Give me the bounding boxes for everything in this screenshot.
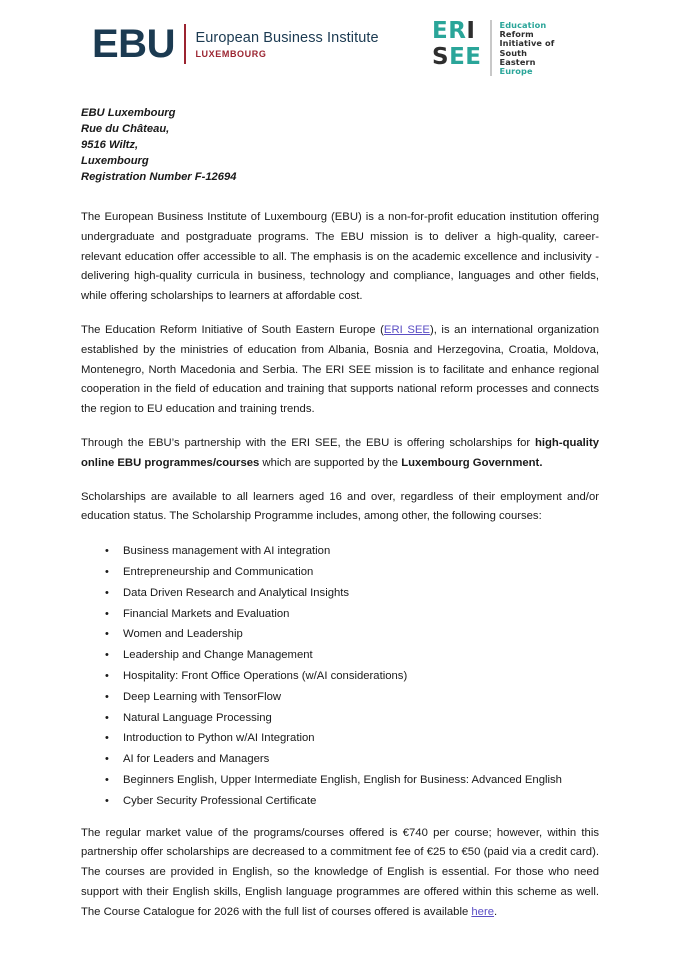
pricing-text-before: The regular market value of the programs/courses offered is €740 per course; however, within this partnership offer scholarships are decreased to a commitment fee of €25 to €50 (paid via a credit card). The courses are provided in English, so the knowledge of English is essential. For those who need support with their English skills, English language programmes are offered within this scheme as well. The Course Catalogue for 2026 with the full list of courses offered is available — [81, 826, 599, 918]
partnership-text-1: Through the EBU’s partnership with the ERI SEE, the EBU is offering scholarships for — [81, 436, 535, 449]
erisee-tagline-line-1: Education — [499, 20, 547, 30]
address-line-registration: Registration Number F-12694 — [81, 171, 237, 183]
list-item: • AI for Leaders and Managers — [81, 749, 599, 770]
ebu-logo-text — [195, 24, 378, 64]
paragraph-pricing — [81, 824, 599, 923]
erisee-tagline-line-6: Europe — [499, 66, 533, 77]
erisee-tagline-line-5: Eastern — [499, 56, 536, 67]
erisee-tagline — [500, 20, 555, 76]
erisee-tagline-line-4: South — [499, 47, 528, 58]
erisee-eri-i: I — [466, 18, 476, 44]
paragraph-partnership — [81, 434, 599, 474]
erisee-link[interactable]: ERI SEE — [383, 323, 430, 336]
erisee-wordmark-line2 — [432, 46, 482, 69]
course-catalogue-link[interactable]: here — [471, 905, 495, 918]
pricing-text-after: . — [494, 905, 498, 918]
course-list — [81, 541, 599, 811]
paragraph-about-ebu: The European Business Institute of Luxembourg (EBU) is a non-for-profit education institution offering undergraduate and postgraduate programs. The EBU mission is to deliver a high-quality, career-relevant education offer accessible to all. The emphasis is on the academic excellence and inclusivity - delivering high-quality curricula in business, technology and compliance, languages and other fields, while offering scholarships to learners at affordable cost. — [81, 211, 599, 303]
erisee-tagline-line-2: Reform — [499, 29, 534, 40]
letterhead — [0, 0, 679, 90]
ebu-location-label: LUXEMBOURG — [195, 49, 267, 59]
address-line-organisation: EBU Luxembourg — [81, 107, 176, 119]
paragraph-eligibility: Scholarships are available to all learners aged 16 and over, regardless of their employment and/or education status. The Scholarship Programme includes, among other, the following courses: — [81, 490, 599, 523]
list-item: • Business management with AI integration — [81, 541, 599, 562]
list-item: • Deep Learning with TensorFlow — [81, 687, 599, 708]
list-item: • Women and Leadership — [81, 624, 599, 645]
list-item: • Financial Markets and Evaluation — [81, 604, 599, 625]
ebu-wordmark: EBU — [92, 22, 175, 66]
erisee-see-s: S — [432, 44, 450, 70]
address-line-country: Luxembourg — [81, 155, 149, 167]
list-item: • Cyber Security Professional Certificate — [81, 791, 599, 812]
address-line-street: Rue du Château, — [81, 123, 170, 135]
paragraph-erisee-text-before: The Education Reform Initiative of South Eastern Europe ( — [81, 323, 384, 336]
erisee-logo — [432, 20, 554, 76]
partnership-bold-government: Luxembourg Government. — [401, 456, 543, 469]
erisee-tagline-line-3: Initiative of — [499, 38, 555, 49]
letter-body — [81, 208, 599, 923]
list-item: • Natural Language Processing — [81, 708, 599, 729]
ebu-institute-name: European Business Institute — [195, 30, 379, 46]
list-item: • Entrepreneurship and Communication — [81, 562, 599, 583]
erisee-wordmark — [432, 20, 490, 76]
list-item: • Data Driven Research and Analytical Insights — [81, 583, 599, 604]
list-item: • Hospitality: Front Office Operations (w/AI considerations) — [81, 666, 599, 687]
partnership-text-2: which are supported by the — [259, 456, 402, 469]
list-item: • Leadership and Change Management — [81, 645, 599, 666]
erisee-wordmark-line1 — [432, 20, 482, 43]
list-item: • Beginners English, Upper Intermediate English, English for Business: Advanced English — [81, 770, 599, 791]
ebu-logo-divider — [184, 24, 187, 64]
sender-address-block — [81, 105, 236, 185]
partnership-bold-programmes: high-quality online EBU programmes/courses — [81, 436, 599, 469]
address-line-postcode-city: 9516 Wiltz, — [81, 139, 139, 151]
list-item: • Introduction to Python w/AI Integration — [81, 728, 599, 749]
erisee-eri-er: ER — [432, 18, 467, 44]
paragraph-about-erisee — [81, 321, 599, 420]
erisee-logo-divider — [490, 20, 492, 76]
paragraph-erisee-text-after: ), is an international organization established by the ministries of education from Albania, Bosnia and Herzegovina, Croatia, Moldova, Montenegro, North Macedonia and Serbia. The ERI SEE mission is to facilitate and enhance regional cooperation in the field of education and training that supports national reform processes and connects the region to EU education and training trends. — [81, 323, 600, 416]
erisee-see-ee: EE — [449, 44, 482, 70]
ebu-logo — [92, 24, 379, 64]
